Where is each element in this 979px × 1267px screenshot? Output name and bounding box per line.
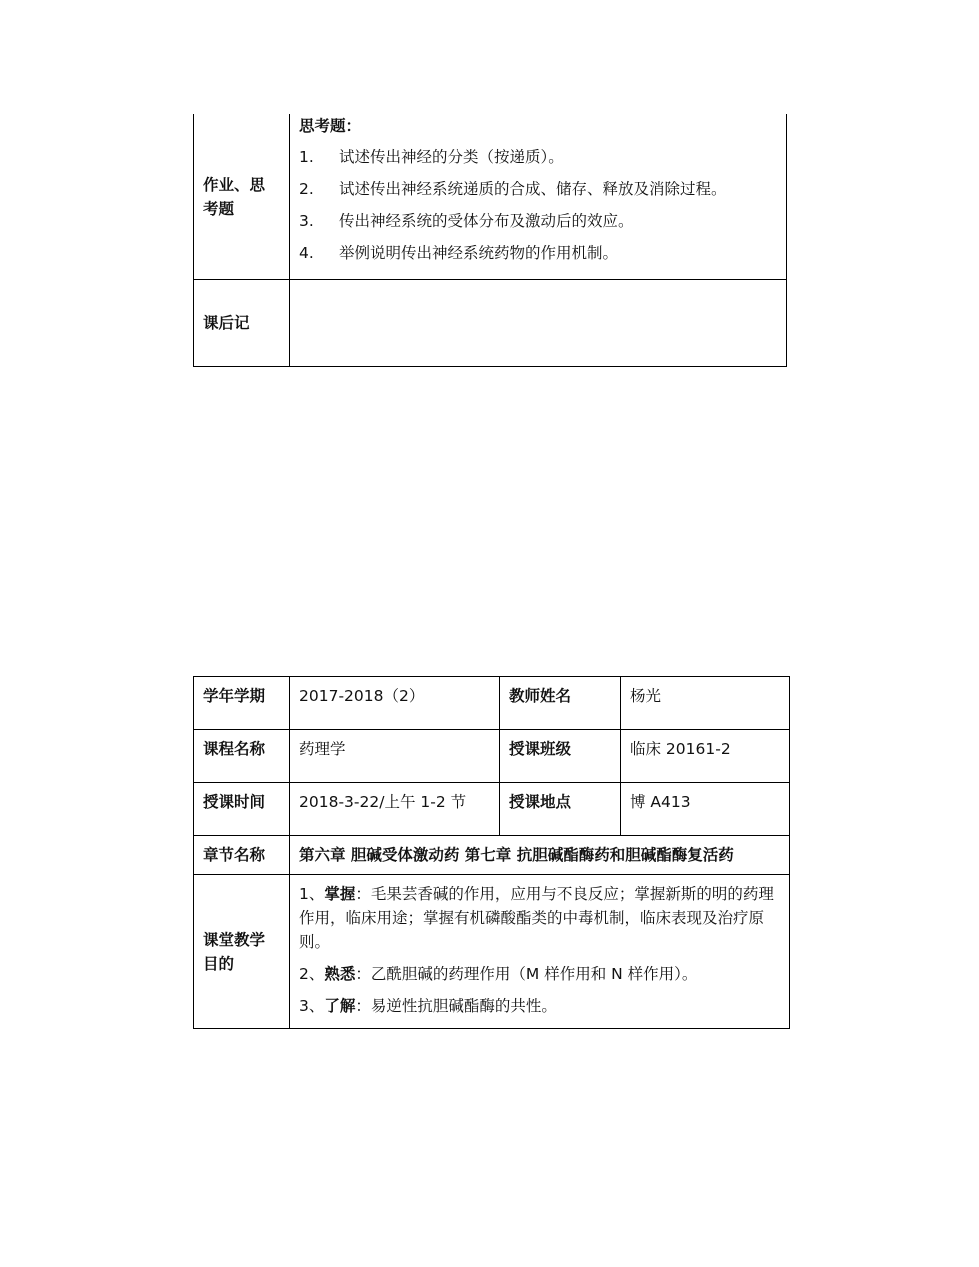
question-number: 4. [299,244,314,262]
question-item [299,145,777,169]
question-text: 试述传出神经系统递质的合成、储存、释放及消除过程。 [339,180,727,198]
objective-row [194,875,790,1029]
course-label: 课程名称 [194,730,290,783]
objective-key: 了解 [324,997,356,1015]
chapter-label: 章节名称 [194,836,290,875]
chapter-value: 第六章 胆碱受体激动药 第七章 抗胆碱酯酶药和胆碱酯酶复活药 [290,836,790,875]
lesson-info-table [193,676,790,1029]
class-label: 授课班级 [500,730,621,783]
teacher-label: 教师姓名 [500,677,621,730]
term-row [194,677,790,730]
question-text: 举例说明传出神经系统药物的作用机制。 [339,244,619,262]
question-number: 1. [299,148,314,166]
objective-label: 课堂教学目的 [194,875,290,1029]
objective-prefix: 3、 [299,997,325,1015]
chapter-row [194,836,790,875]
question-text: 试述传出神经的分类（按递质）。 [339,148,564,166]
question-text: 传出神经系统的受体分布及激动后的效应。 [339,212,634,230]
objective-prefix: 1、 [299,885,325,903]
question-number: 3. [299,212,314,230]
objective-text: ：毛果芸香碱的作用，应用与不良反应；掌握新斯的明的药理作用，临床用途；掌握有机磷酸酯类的中毒机制，临床表现及治疗原则。 [299,885,774,951]
homework-heading: 思考题： [299,117,362,135]
time-value: 2018-3-22/上午 1-2 节 [290,783,500,836]
term-value: 2017-2018（2） [290,677,500,730]
time-row [194,783,790,836]
objective-key: 熟悉 [324,965,356,983]
term-label: 学年学期 [194,677,290,730]
homework-row [194,114,787,280]
notes-label: 课后记 [194,280,290,367]
objective-item [299,962,780,986]
objective-key: 掌握 [324,885,356,903]
objective-item [299,994,780,1018]
notes-content [290,280,787,367]
question-item [299,209,777,233]
teacher-value: 杨光 [621,677,790,730]
objective-text: ：易逆性抗胆碱酯酶的共性。 [355,997,557,1015]
homework-content [290,114,787,280]
objective-content [290,875,790,1029]
objective-prefix: 2、 [299,965,325,983]
place-label: 授课地点 [500,783,621,836]
homework-table [193,114,787,367]
time-label: 授课时间 [194,783,290,836]
question-item [299,177,777,201]
question-number: 2. [299,180,314,198]
notes-row [194,280,787,367]
objective-text: ：乙酰胆碱的药理作用（M 样作用和 N 样作用）。 [355,965,698,983]
course-value: 药理学 [290,730,500,783]
question-item [299,241,777,265]
place-value: 博 A413 [621,783,790,836]
objective-item [299,882,780,954]
class-value: 临床 20161-2 [621,730,790,783]
homework-label: 作业、思考题 [194,114,290,280]
course-row [194,730,790,783]
